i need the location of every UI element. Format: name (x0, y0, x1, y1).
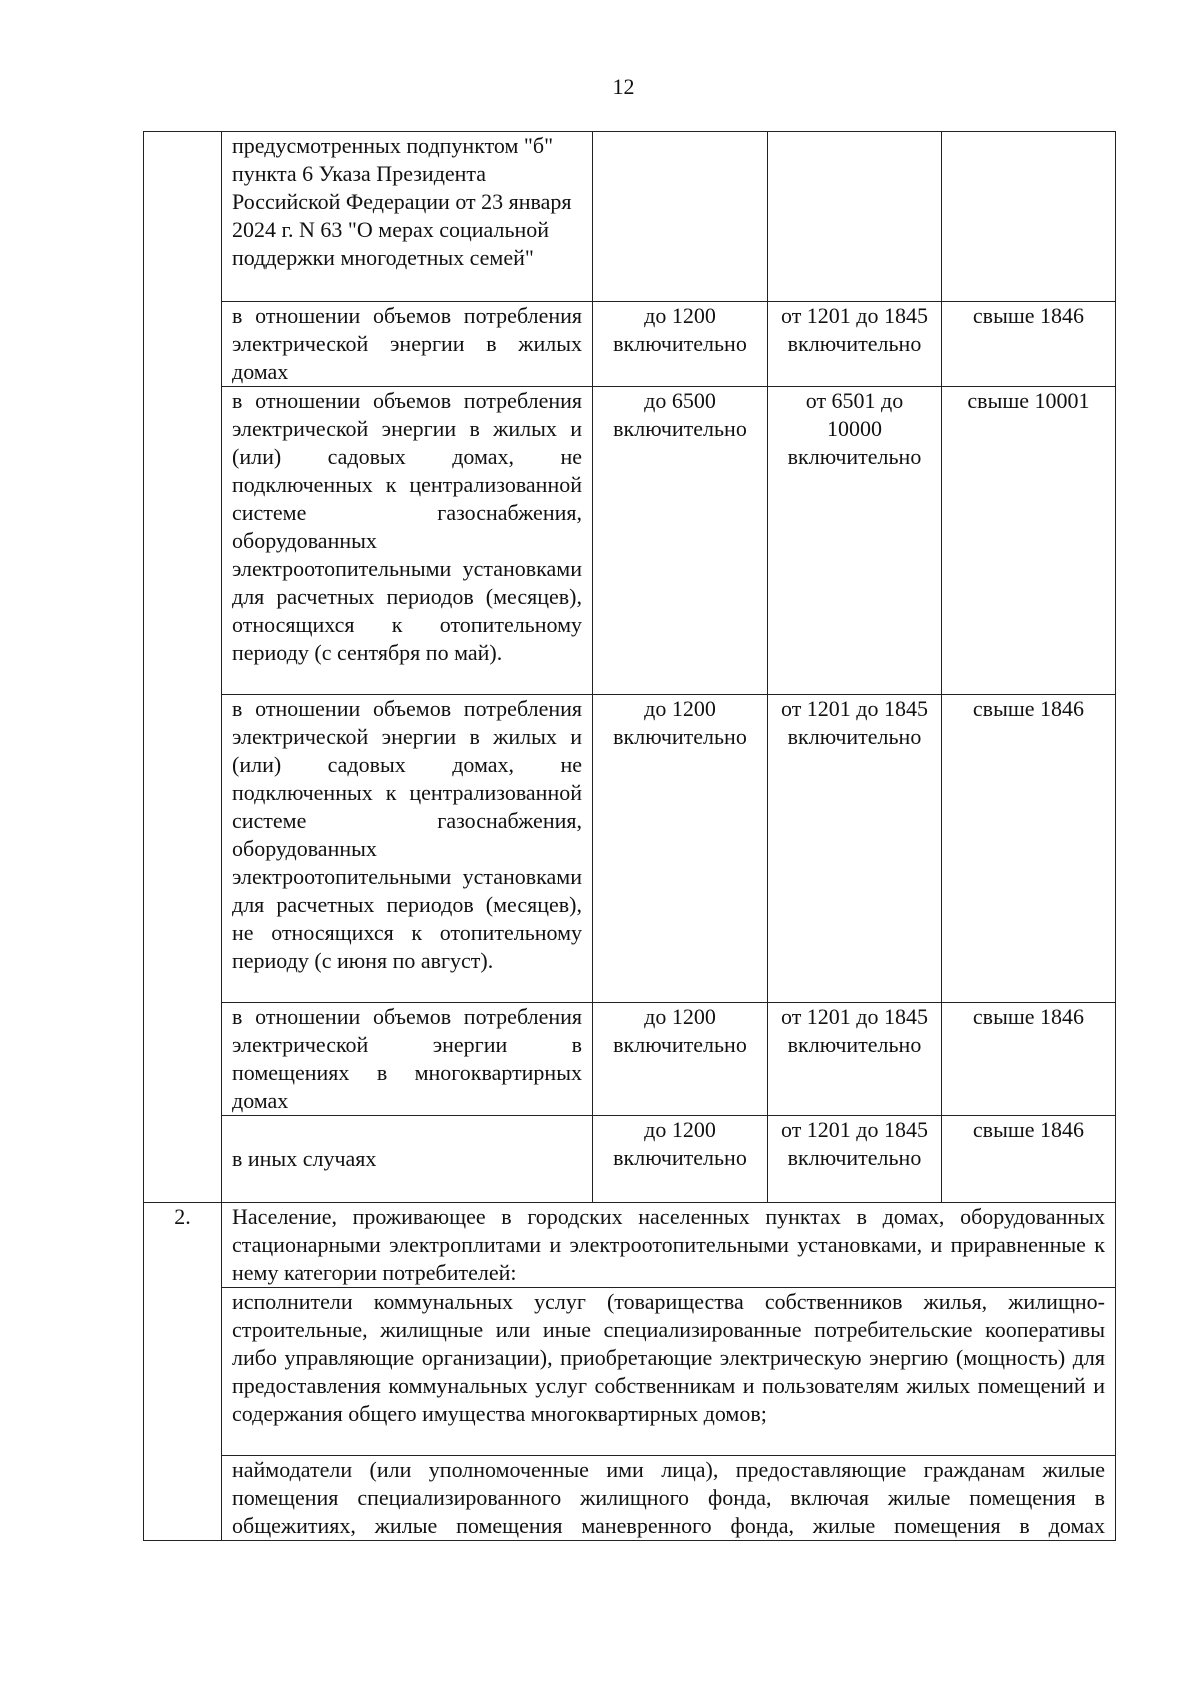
range-low: до 1200 включительно (593, 1116, 768, 1203)
table-row (144, 302, 1116, 387)
page-number: 12 (612, 74, 635, 99)
range-mid: от 1201 до 1845 включительно (768, 1116, 942, 1203)
row-description: в отношении объемов потребления электрической энергии в жилых и (или) садовых домах, не подключенных к централизованной системе газоснабжения, оборудованных электроотопительными установками для расчетных периодов (месяцев), относящихся к отопительному периоду (с сентября по май). (222, 387, 593, 695)
range-high: свыше 10001 (942, 387, 1116, 695)
table-row (144, 1003, 1116, 1116)
range-mid: от 1201 до 1845 включительно (768, 1003, 942, 1116)
table-row (144, 387, 1116, 695)
range-high: свыше 1846 (942, 1116, 1116, 1203)
empty-cell (942, 132, 1116, 302)
section-paragraph: исполнители коммунальных услуг (товарищества собственников жилья, жилищно-строительные, жилищные или иные специализированные потребительские кооперативы либо управляющие организации), приобретающие электрическую энергию (мощность) для предоставления коммунальных услуг собственникам и пользователям жилых помещений и содержания общего имущества многоквартирных домов; (222, 1288, 1116, 1456)
range-high: свыше 1846 (942, 1003, 1116, 1116)
range-high: свыше 1846 (942, 695, 1116, 1003)
range-low: до 1200 включительно (593, 302, 768, 387)
tariff-table (143, 131, 1116, 1541)
row-description: предусмотренных подпунктом "б" пункта 6 Указа Президента Российской Федерации от 23 января 2024 г. N 63 "О мерах социальной поддержки многодетных семей" (222, 132, 593, 302)
table-row (144, 1203, 1116, 1288)
empty-cell (768, 132, 942, 302)
row-number-cell (144, 132, 222, 1203)
table-row (144, 1288, 1116, 1456)
row-description: в отношении объемов потребления электрической энергии в помещениях в многоквартирных домах (222, 1003, 593, 1116)
table-row (144, 695, 1116, 1003)
table-row (144, 1456, 1116, 1541)
section-paragraph: наймодатели (или уполномоченные ими лица), предоставляющие гражданам жилые помещения специализированного жилищного фонда, включая жилые помещения в общежитиях, жилые помещения маневренного фонда, жилые помещения в домах (222, 1456, 1116, 1541)
table-row (144, 1116, 1116, 1203)
range-high: свыше 1846 (942, 302, 1116, 387)
range-mid: от 6501 до 10000 включительно (768, 387, 942, 695)
row-description: в отношении объемов потребления электрической энергии в жилых и (или) садовых домах, не подключенных к централизованной системе газоснабжения, оборудованных электроотопительными установками для расчетных периодов (месяцев), не относящихся к отопительному периоду (с июня по август). (222, 695, 593, 1003)
range-mid: от 1201 до 1845 включительно (768, 695, 942, 1003)
range-low: до 1200 включительно (593, 695, 768, 1003)
row-description: в отношении объемов потребления электрической энергии в жилых домах (222, 302, 593, 387)
range-low: до 6500 включительно (593, 387, 768, 695)
row-description: в иных случаях (222, 1116, 593, 1203)
table-row (144, 132, 1116, 302)
section-paragraph: Население, проживающее в городских населенных пунктах в домах, оборудованных стационарными электроплитами и электроотопительными установками, и приравненные к нему категории потребителей: (222, 1203, 1116, 1288)
range-mid: от 1201 до 1845 включительно (768, 302, 942, 387)
section-number: 2. (144, 1203, 222, 1541)
range-low: до 1200 включительно (593, 1003, 768, 1116)
empty-cell (593, 132, 768, 302)
